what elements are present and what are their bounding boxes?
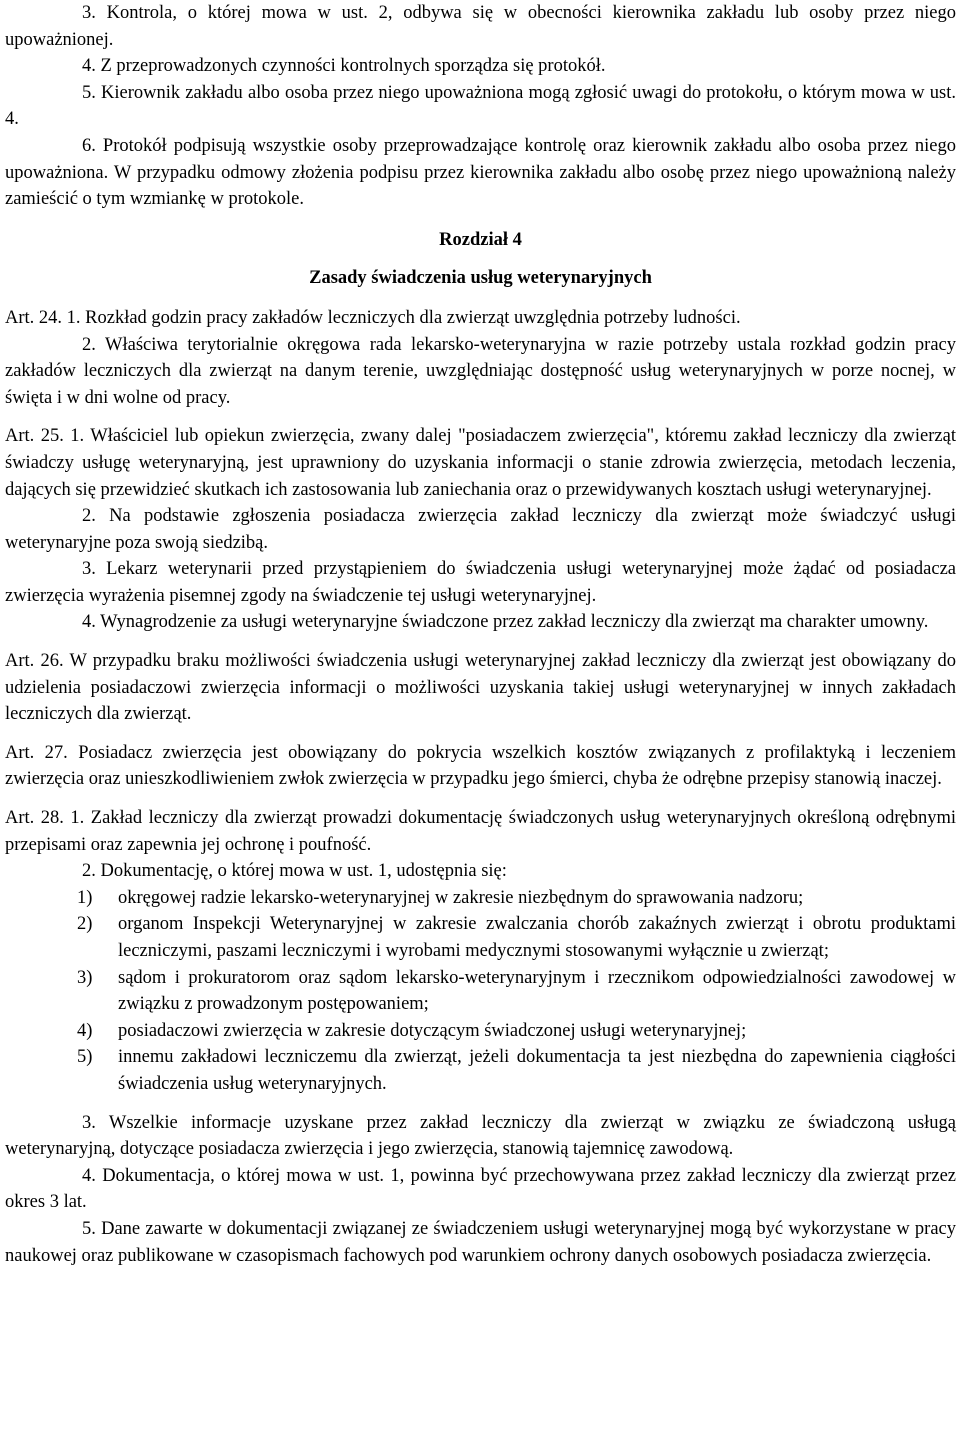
paragraph-kontrola-3: 3. Kontrola, o której mowa w ust. 2, odbywa się w obecności kierownika zakładu lub osoby przez niego upoważnionej. — [5, 3, 956, 50]
list-item — [5, 965, 956, 1018]
art-24-paragraph-2: 2. Właściwa terytorialnie okręgowa rada lekarsko-weterynaryjna w razie potrzeby ustala rozkład godzin pracy zakładów leczniczych dla zwierząt na danym terenie, uwzględniając dostępność usług weterynaryjnych w porze nocnej, w święta i w dni wolne od pracy. — [5, 334, 956, 408]
art-27-paragraph-1: Art. 27. Posiadacz zwierzęcia jest obowiązany do pokrycia wszelkich kosztów związanych z profilaktyką i leczeniem zwierzęcia oraz unieszkodliwieniem zwłok zwierzęcia w przypadku jego śmierci, chyba że odrębne przepisy stanowią inaczej. — [5, 742, 956, 790]
chapter-title: Zasady świadczenia usług weterynaryjnych — [309, 268, 652, 289]
paragraph-kontrola-4: 4. Z przeprowadzonych czynności kontrolnych sporządza się protokół. — [82, 56, 606, 77]
list-item-number: 4) — [77, 1020, 93, 1041]
list-item-text: innemu zakładowi leczniczemu dla zwierząt, jeżeli dokumentacja ta jest niezbędna do zapewnienia ciągłości świadczenia usług weterynaryjnych. — [118, 1047, 956, 1094]
art-28-list — [5, 885, 956, 1098]
list-item-text: okręgowej radzie lekarsko-weterynaryjnej w zakresie niezbędnym do sprawowania nadzoru; — [118, 887, 804, 908]
art-25-paragraph-4: 4. Wynagrodzenie za usługi weterynaryjne świadczone przez zakład leczniczy dla zwierząt ma charakter umowny. — [82, 612, 929, 633]
list-item-text: posiadaczowi zwierzęcia w zakresie dotyczącym świadczonej usługi weterynaryjnej; — [118, 1020, 747, 1041]
list-item-text: organom Inspekcji Weterynaryjnej w zakresie zwalczania chorób zakaźnych zwierząt i obrotu produktami leczniczymi, paszami leczniczymi i wyrobami medycznymi stosowanymi wyłącznie u zwierząt; — [118, 914, 956, 961]
art-25-paragraph-3: 3. Lekarz weterynarii przed przystąpieniem do świadczenia usługi weterynaryjnej może żądać od posiadacza zwierzęcia wyrażenia pisemnej zgody na świadczenie tej usługi weterynaryjnej. — [5, 559, 956, 606]
list-item — [5, 1044, 956, 1097]
art-26-paragraph-1: Art. 26. W przypadku braku możliwości świadczenia usługi weterynaryjnej zakład leczniczy dla zwierząt jest obowiązany do udzielenia posiadaczowi zwierzęcia informacji o możliwości uzyskania takiej usługi weterynaryjnej w innych zakładach leczniczych dla zwierząt. — [5, 651, 956, 725]
list-item-number: 5) — [77, 1047, 93, 1068]
paragraph-kontrola-5: 5. Kierownik zakładu albo osoba przez niego upoważniona mogą zgłosić uwagi do protokołu, o którym mowa w ust. 4. — [5, 82, 956, 130]
list-item — [5, 911, 956, 964]
list-item-text: sądom i prokuratorom oraz sądom lekarsko-weterynaryjnym i rzecznikom odpowiedzialności zawodowej w związku z prowadzonym postępowaniem; — [118, 967, 956, 1015]
art-25-paragraph-2: 2. Na podstawie zgłoszenia posiadacza zwierzęcia zakład leczniczy dla zwierząt może świadczyć usługi weterynaryjne poza swoją siedzibą. — [5, 506, 956, 553]
list-item-number: 2) — [77, 914, 93, 935]
art-28-paragraph-3: 3. Wszelkie informacje uzyskane przez zakład leczniczy dla zwierząt w związku ze świadczoną usługą weterynaryjną, dotyczące posiadacza zwierzęcia i jego zwierzęcia, stanowią tajemnicę zawodową. — [5, 1112, 956, 1160]
art-28-paragraph-1: Art. 28. 1. Zakład leczniczy dla zwierząt prowadzi dokumentację świadczonych usług weterynaryjnych określoną odrębnymi przepisami oraz zapewnia jej ochronę i poufność. — [5, 808, 956, 855]
chapter-label: Rozdział 4 — [439, 229, 522, 250]
art-24-paragraph-1: Art. 24. 1. Rozkład godzin pracy zakładów leczniczych dla zwierząt uwzględnia potrzeby ludności. — [5, 307, 741, 328]
list-item — [5, 885, 956, 912]
document-page — [5, 0, 956, 1269]
list-item — [5, 1018, 956, 1045]
art-25-paragraph-1: Art. 25. 1. Właściciel lub opiekun zwierzęcia, zwany dalej "posiadaczem zwierzęcia", któremu zakład leczniczy dla zwierząt świadczy usługę weterynaryjną, jest uprawniony do uzyskania informacji o stanie zdrowia zwierzęcia, metodach leczenia, dających się przewidzieć skutkach ich zastosowania lub zaniechania oraz o przewidywanych kosztach usługi weterynaryjnej. — [5, 426, 956, 500]
list-item-number: 3) — [77, 967, 93, 988]
art-28-paragraph-2: 2. Dokumentację, o której mowa w ust. 1, udostępnia się: — [82, 861, 507, 882]
paragraph-kontrola-6: 6. Protokół podpisują wszystkie osoby przeprowadzające kontrolę oraz kierownik zakładu albo osoba przez niego upoważniona. W przypadku odmowy złożenia podpisu przez kierownika zakładu albo osobę przez niego upoważnioną należy zamieścić o tym wzmiankę w protokole. — [5, 135, 956, 210]
list-item-number: 1) — [77, 887, 93, 908]
art-28-paragraph-5: 5. Dane zawarte w dokumentacji związanej ze świadczeniem usługi weterynaryjnej mogą być wykorzystane w pracy naukowej oraz publikowane w czasopismach fachowych pod warunkiem ochrony danych osobowych posiadacza zwierzęcia. — [5, 1218, 956, 1266]
art-28-paragraph-4: 4. Dokumentacja, o której mowa w ust. 1, powinna być przechowywana przez zakład leczniczy dla zwierząt przez okres 3 lat. — [5, 1165, 956, 1213]
